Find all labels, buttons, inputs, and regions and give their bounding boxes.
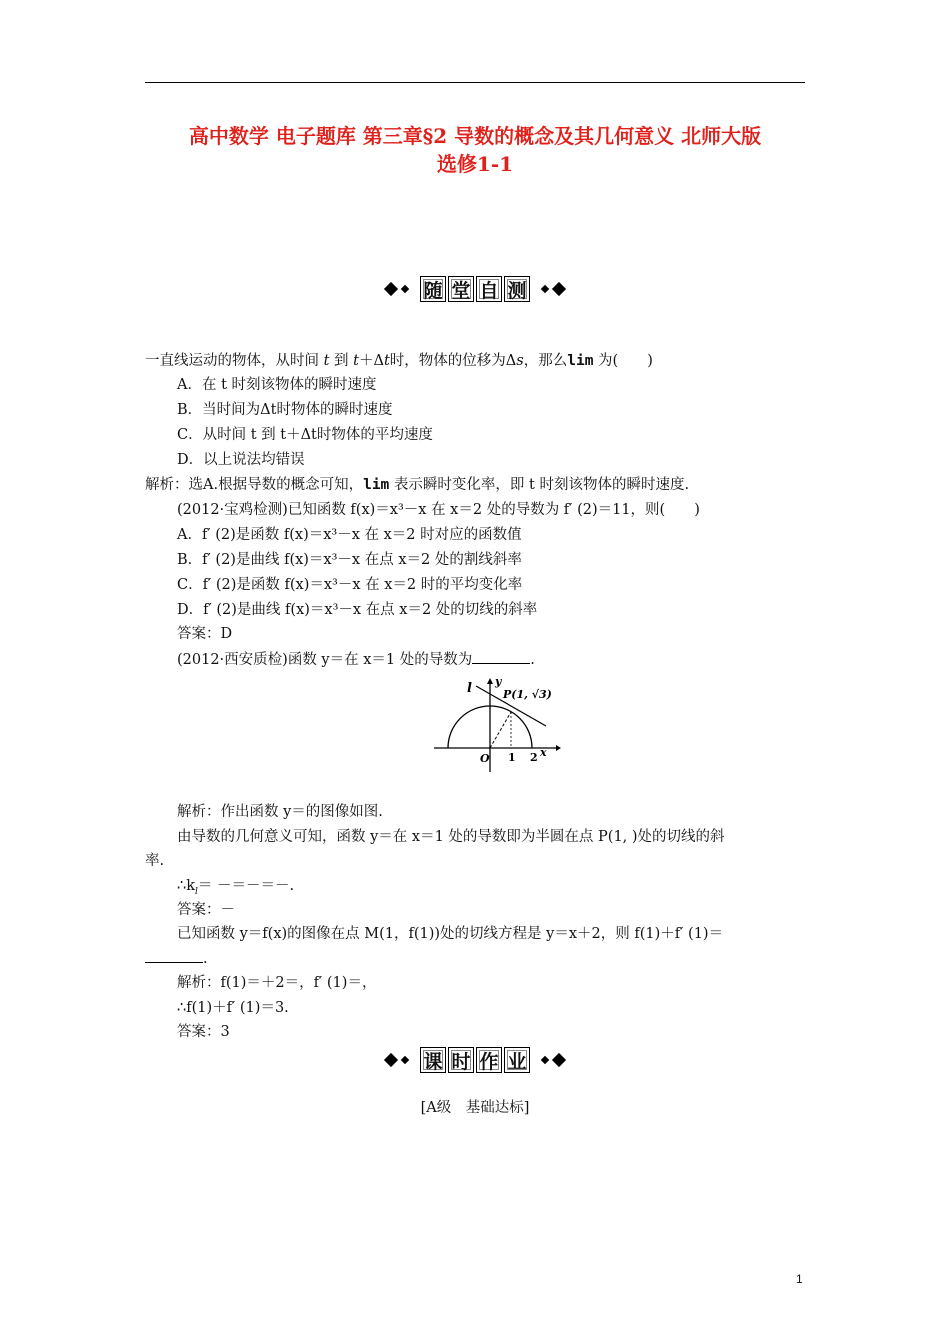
q1-stem: 一直线运动的物体，从时间 t 到 t＋Δt时，物体的位移为Δs，那么lim 为( ) [145, 353, 653, 369]
q1-analysis: 解析：选A.根据导数的概念可知，lim 表示瞬时变化率，即 t 时刻该物体的瞬时速度. [145, 477, 690, 493]
label-l: l [467, 681, 472, 696]
page-number: 1 [796, 1272, 803, 1286]
q3-analysis-3: 率. [145, 853, 165, 869]
semicircle-figure [432, 676, 562, 772]
q4-stem: 已知函数 y＝f(x)的图像在点 M(1，f(1))处的切线方程是 y＝x＋2，则 f(1)＋f′ (1)＝ [177, 926, 724, 942]
q3-analysis-4: $\therefore k_l=$ －＝－＝－. [177, 878, 295, 897]
diamond-icon [401, 285, 409, 293]
diamond-icon [552, 1053, 566, 1067]
q3-analysis-1: 解析：作出函数 y＝的图像如图. [177, 804, 383, 820]
q4-answer: 答案：3 [177, 1024, 230, 1040]
banner-char: 课 [420, 1047, 446, 1073]
title-line-2: 选修1-1 [436, 152, 514, 176]
q1-option-b: B．当时间为Δt时物体的瞬时速度 [177, 402, 393, 418]
answer-blank [472, 649, 530, 664]
banner-char: 随 [420, 276, 446, 302]
q1-option-c: C．从时间 t 到 t＋Δt时物体的平均速度 [177, 427, 433, 443]
q2-option-c: C．f′ (2)是函数 f(x)＝x³－x 在 x＝2 时的平均变化率 [177, 577, 523, 593]
q4-analysis-1: 解析：f(1)＝＋2＝，f′ (1)＝， [177, 975, 377, 991]
radius-dashed [490, 712, 511, 748]
banner-char: 作 [476, 1047, 502, 1073]
tick-label-1: 1 [508, 751, 516, 764]
answer-blank [145, 948, 203, 963]
header-rule [145, 82, 805, 83]
diamond-icon [401, 1056, 409, 1064]
q3-answer: 答案：－ [177, 902, 235, 918]
q2-option-d: D．f′ (2)是曲线 f(x)＝x³－x 在点 x＝2 处的切线的斜率 [177, 602, 538, 618]
label-origin: O [480, 752, 490, 765]
tick-label-2: 2 [530, 751, 538, 764]
q4-analysis-2: ∴f(1)＋f′ (1)＝3. [177, 1000, 289, 1016]
page-title [130, 122, 820, 178]
banner-char: 自 [476, 276, 502, 302]
q2-answer: 答案：D [177, 626, 233, 642]
diamond-icon [384, 1053, 398, 1067]
section-banner-homework [0, 1047, 950, 1073]
banner-char: 业 [504, 1047, 530, 1073]
q2-option-b: B．f′ (2)是曲线 f(x)＝x³－x 在点 x＝2 处的割线斜率 [177, 552, 522, 568]
diamond-icon [384, 282, 398, 296]
diamond-icon [552, 282, 566, 296]
q1-option-a: A．在 t 时刻该物体的瞬时速度 [177, 377, 377, 393]
section-banner-practice [0, 276, 950, 302]
label-p: P(1, √3) [503, 688, 552, 701]
title-line-1: 高中数学 电子题库 第三章§2 导数的概念及其几何意义 北师大版 [188, 124, 762, 148]
banner-char: 时 [448, 1047, 474, 1073]
diamond-icon [541, 285, 549, 293]
q2-stem: (2012·宝鸡检测)已知函数 f(x)＝x³－x 在 x＝2 处的导数为 f′ (2)＝11，则( ) [177, 502, 700, 518]
level-heading: [A级 基础达标] [420, 1100, 530, 1116]
q3-analysis-2: 由导数的几何意义可知，函数 y＝在 x＝1 处的导数即为半圆在点 P(1, )处的切线的斜 [177, 829, 725, 845]
banner-char: 测 [504, 276, 530, 302]
q4-stem-end: . [145, 948, 208, 969]
q3-stem: (2012·西安质检)函数 y＝在 x＝1 处的导数为 . [177, 649, 535, 670]
q2-option-a: A．f′ (2)是函数 f(x)＝x³－x 在 x＝2 时对应的函数值 [177, 527, 522, 543]
banner-char: 堂 [448, 276, 474, 302]
diamond-icon [541, 1056, 549, 1064]
label-y: y [495, 676, 502, 688]
q1-option-d: D．以上说法均错误 [177, 452, 305, 468]
x-axis-arrow [556, 745, 561, 751]
label-x: x [540, 746, 547, 759]
y-axis-arrow [487, 678, 493, 684]
